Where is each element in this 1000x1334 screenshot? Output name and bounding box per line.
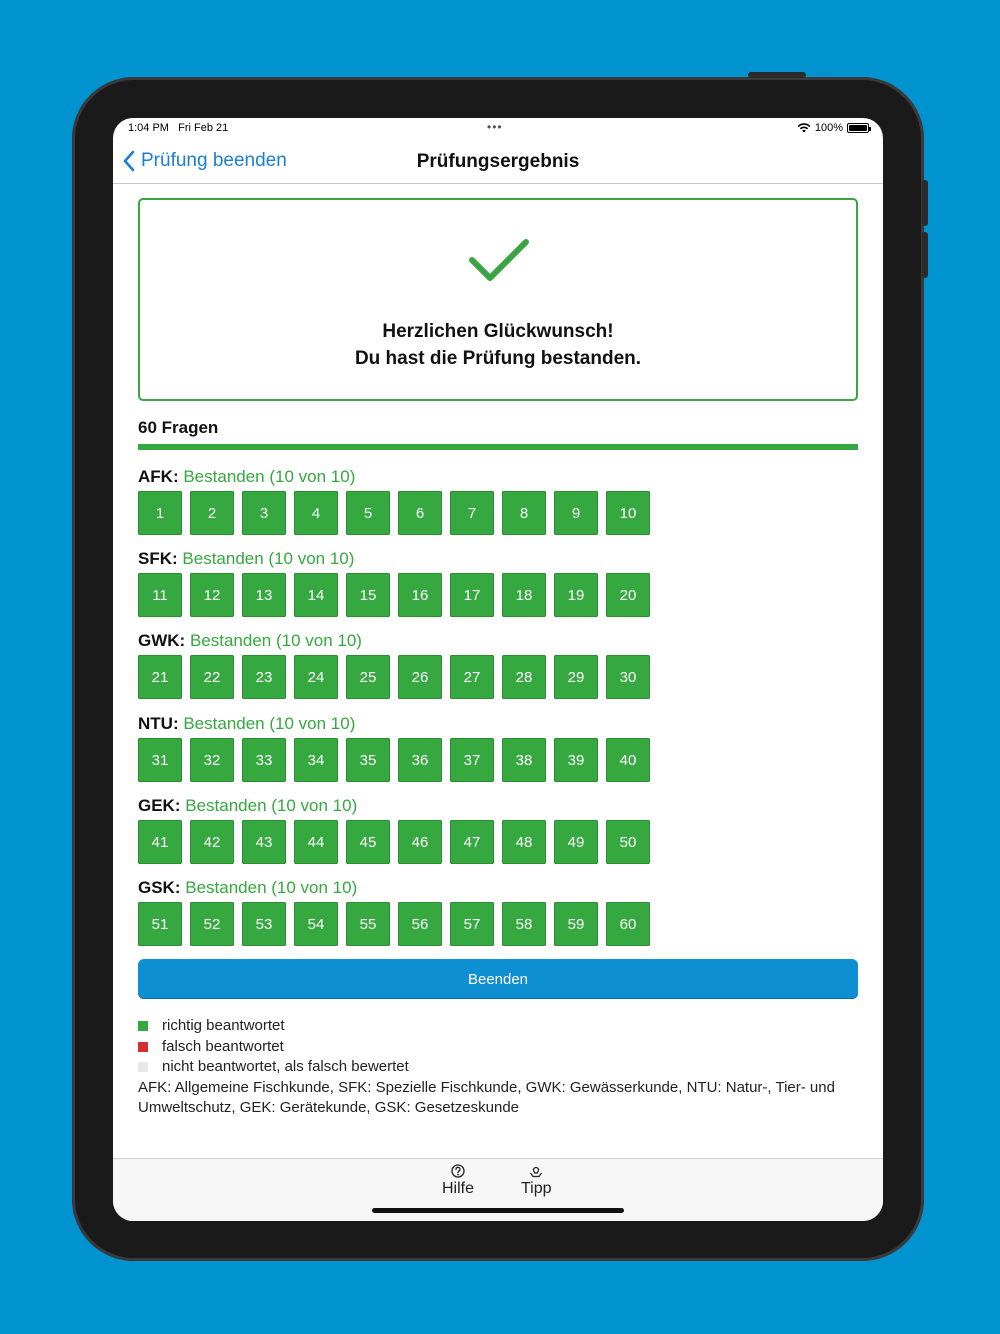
lightbulb-icon (529, 1164, 543, 1178)
legend-swatch-unanswered (138, 1062, 148, 1072)
question-box[interactable]: 45 (346, 820, 390, 864)
question-box[interactable]: 20 (606, 573, 650, 617)
legend-label-correct: richtig beantwortet (162, 1017, 285, 1034)
result-line-2: Du hast die Prüfung bestanden. (354, 348, 642, 369)
question-box[interactable]: 59 (554, 902, 598, 946)
section-code: SFK: (138, 549, 178, 568)
legend (138, 1016, 850, 1119)
question-box[interactable]: 31 (138, 738, 182, 782)
question-box[interactable]: 39 (554, 738, 598, 782)
section-code: AFK: (138, 467, 179, 486)
question-box[interactable]: 53 (242, 902, 286, 946)
section-code: NTU: (138, 714, 179, 733)
question-box[interactable]: 27 (450, 655, 494, 699)
question-box[interactable]: 7 (450, 491, 494, 535)
question-box[interactable]: 11 (138, 573, 182, 617)
question-box[interactable]: 56 (398, 902, 442, 946)
checkmark-icon (469, 236, 529, 284)
question-box[interactable]: 42 (190, 820, 234, 864)
question-box[interactable]: 32 (190, 738, 234, 782)
section-header (138, 877, 650, 899)
device-volume-down (922, 232, 928, 278)
abbreviation-note: AFK: Allgemeine Fischkunde, SFK: Spezielle Fischkunde, GWK: Gewässerkunde, NTU: Natur-, Tier- und Umweltschutz, GEK: Gerätekunde, GSK: Gesetzeskunde (138, 1078, 835, 1116)
legend-item-wrong (138, 1037, 850, 1058)
question-box[interactable]: 25 (346, 655, 390, 699)
question-box[interactable]: 30 (606, 655, 650, 699)
question-count: 60 Fragen (138, 418, 219, 437)
section-header (138, 713, 650, 735)
question-box[interactable]: 3 (242, 491, 286, 535)
question-circle-icon (451, 1164, 465, 1178)
wifi-icon (797, 123, 811, 133)
legend-label-unanswered: nicht beantwortet, als falsch bewertet (162, 1058, 409, 1075)
section-2 (138, 630, 650, 699)
tab-hilfe[interactable] (442, 1164, 474, 1198)
question-box[interactable]: 44 (294, 820, 338, 864)
question-box[interactable]: 33 (242, 738, 286, 782)
legend-item-correct (138, 1016, 850, 1037)
question-box[interactable]: 18 (502, 573, 546, 617)
progress-fill (138, 444, 858, 450)
question-row (138, 491, 650, 535)
question-box[interactable]: 9 (554, 491, 598, 535)
section-header (138, 466, 650, 488)
question-box[interactable]: 8 (502, 491, 546, 535)
question-box[interactable]: 5 (346, 491, 390, 535)
question-box[interactable]: 49 (554, 820, 598, 864)
multitasking-dots-icon[interactable]: ••• (487, 120, 503, 134)
page-title: Prüfungsergebnis (416, 151, 580, 172)
section-code: GWK: (138, 631, 186, 650)
section-status: Bestanden (10 von 10) (183, 467, 356, 486)
section-4 (138, 795, 650, 864)
device-volume-up (922, 180, 928, 226)
result-line-1: Herzlichen Glückwunsch! (382, 321, 614, 342)
section-status: Bestanden (10 von 10) (189, 631, 362, 650)
question-box[interactable]: 36 (398, 738, 442, 782)
status-right (797, 122, 869, 134)
result-message (140, 318, 856, 372)
question-row (138, 655, 650, 699)
app-screen (113, 118, 883, 1221)
navigation-bar (113, 140, 883, 184)
question-box[interactable]: 14 (294, 573, 338, 617)
section-5 (138, 877, 650, 946)
section-3 (138, 713, 650, 782)
section-header (138, 795, 650, 817)
question-box[interactable]: 34 (294, 738, 338, 782)
section-header (138, 630, 650, 652)
legend-swatch-correct (138, 1021, 148, 1031)
question-box[interactable]: 38 (502, 738, 546, 782)
section-status: Bestanden (10 von 10) (182, 549, 355, 568)
question-box[interactable]: 2 (190, 491, 234, 535)
question-box[interactable]: 28 (502, 655, 546, 699)
question-box[interactable]: 19 (554, 573, 598, 617)
question-row (138, 820, 650, 864)
question-box[interactable]: 26 (398, 655, 442, 699)
question-box[interactable]: 24 (294, 655, 338, 699)
finish-button[interactable]: Beenden (138, 959, 858, 999)
question-box[interactable]: 15 (346, 573, 390, 617)
legend-label-wrong: falsch beantwortet (162, 1037, 284, 1055)
question-box[interactable]: 6 (398, 491, 442, 535)
question-box[interactable]: 22 (190, 655, 234, 699)
question-box[interactable]: 47 (450, 820, 494, 864)
question-box[interactable]: 12 (190, 573, 234, 617)
question-row (138, 738, 650, 782)
section-status: Bestanden (10 von 10) (183, 714, 356, 733)
tab-tipp-label: Tipp (521, 1180, 552, 1197)
legend-item-unanswered (138, 1057, 850, 1078)
status-time: 1:04 PM Fri Feb 21 (128, 122, 229, 134)
question-box[interactable]: 54 (294, 902, 338, 946)
question-box[interactable]: 55 (346, 902, 390, 946)
tab-tipp[interactable] (521, 1164, 552, 1198)
question-box[interactable]: 50 (606, 820, 650, 864)
question-box[interactable]: 46 (398, 820, 442, 864)
question-box[interactable]: 35 (346, 738, 390, 782)
question-box[interactable]: 16 (398, 573, 442, 617)
question-box[interactable]: 60 (606, 902, 650, 946)
section-status: Bestanden (10 von 10) (185, 878, 358, 897)
battery-percent: 100% (814, 122, 843, 134)
question-row (138, 573, 650, 617)
question-box[interactable]: 48 (502, 820, 546, 864)
question-box[interactable]: 41 (138, 820, 182, 864)
question-box[interactable]: 37 (450, 738, 494, 782)
question-box[interactable]: 21 (138, 655, 182, 699)
question-box[interactable]: 43 (242, 820, 286, 864)
question-box[interactable]: 58 (502, 902, 546, 946)
home-indicator (372, 1208, 624, 1213)
question-box[interactable]: 52 (190, 902, 234, 946)
question-box[interactable]: 1 (138, 491, 182, 535)
question-box[interactable]: 40 (606, 738, 650, 782)
section-code: GEK: (138, 796, 181, 815)
section-header (138, 548, 650, 570)
question-box[interactable]: 51 (138, 902, 182, 946)
question-box[interactable]: 23 (242, 655, 286, 699)
device-top-button (748, 72, 806, 78)
question-box[interactable]: 4 (294, 491, 338, 535)
tab-hilfe-label: Hilfe (442, 1180, 475, 1197)
battery-icon (847, 123, 869, 133)
section-status: Bestanden (10 von 10) (185, 796, 358, 815)
question-box[interactable]: 13 (242, 573, 286, 617)
section-0 (138, 466, 650, 535)
status-bar (113, 118, 883, 140)
back-label: Prüfung beenden (141, 150, 287, 171)
question-box[interactable]: 29 (554, 655, 598, 699)
question-box[interactable]: 10 (606, 491, 650, 535)
question-row (138, 902, 650, 946)
question-box[interactable]: 17 (450, 573, 494, 617)
section-1 (138, 548, 650, 617)
legend-swatch-wrong (138, 1042, 148, 1052)
result-panel (138, 198, 858, 401)
progress-bar (138, 444, 858, 450)
section-code: GSK: (138, 878, 181, 897)
question-box[interactable]: 57 (450, 902, 494, 946)
